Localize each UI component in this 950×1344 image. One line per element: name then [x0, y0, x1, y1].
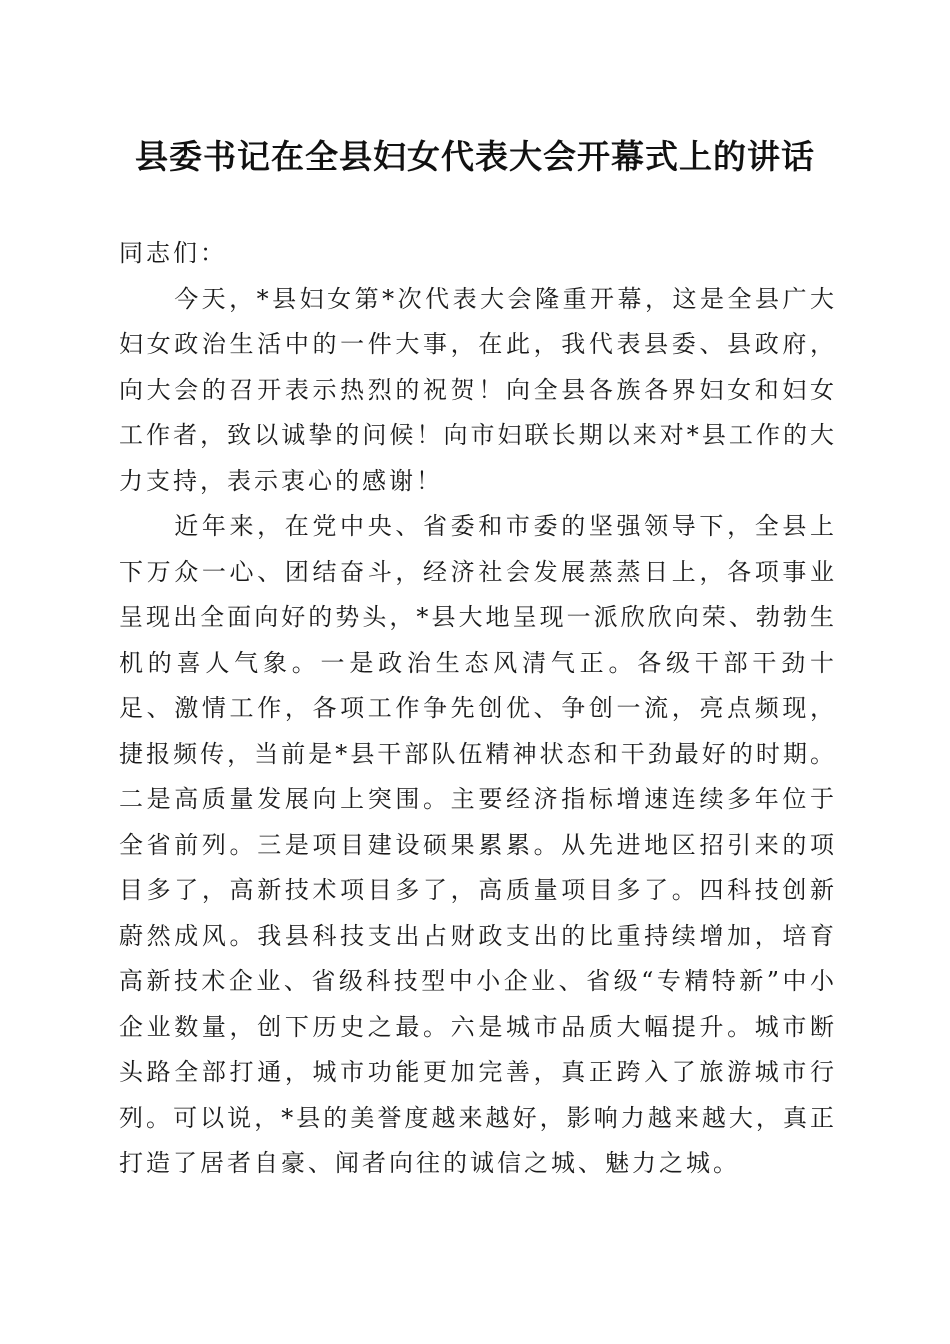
- salutation: 同志们：: [119, 239, 227, 267]
- document-title: 县委书记在全县妇女代表大会开幕式上的讲话: [135, 137, 815, 176]
- paragraph-opening: 今天，*县妇女第*次代表大会隆重开幕，这是全县广大妇女政治生活中的一件大事，在此，我代表县委、县政府，向大会的召开表示热烈的祝贺！向全县各族各界妇女和妇女工作者，致以诚挚的问候！向市妇联长期以来对*县工作的大力支持，表示衷心的感谢！: [119, 284, 837, 495]
- document-body: [119, 231, 837, 1187]
- paragraph-achievements: 近年来，在党中央、省委和市委的坚强领导下，全县上下万众一心、团结奋斗，经济社会发展蒸蒸日上，各项事业呈现出全面向好的势头，*县大地呈现一派欣欣向荣、勃勃生机的喜人气象。一是政治生态风清气正。各级干部干劲十足、激情工作，各项工作争先创优、争创一流，亮点频现，捷报频传，当前是*县干部队伍精神状态和干劲最好的时期。二是高质量发展向上突围。主要经济指标增速连续多年位于全省前列。三是项目建设硕果累累。从先进地区招引来的项目多了，高新技术项目多了，高质量项目多了。四科技创新蔚然成风。我县科技支出占财政支出的比重持续增加，培育高新技术企业、省级科技型中小企业、省级“专精特新”中小企业数量，创下历史之最。六是城市品质大幅提升。城市断头路全部打通，城市功能更加完善，真正跨入了旅游城市行列。可以说，*县的美誉度越来越好，影响力越来越大，真正打造了居者自豪、闻者向往的诚信之城、魅力之城。: [119, 512, 837, 1177]
